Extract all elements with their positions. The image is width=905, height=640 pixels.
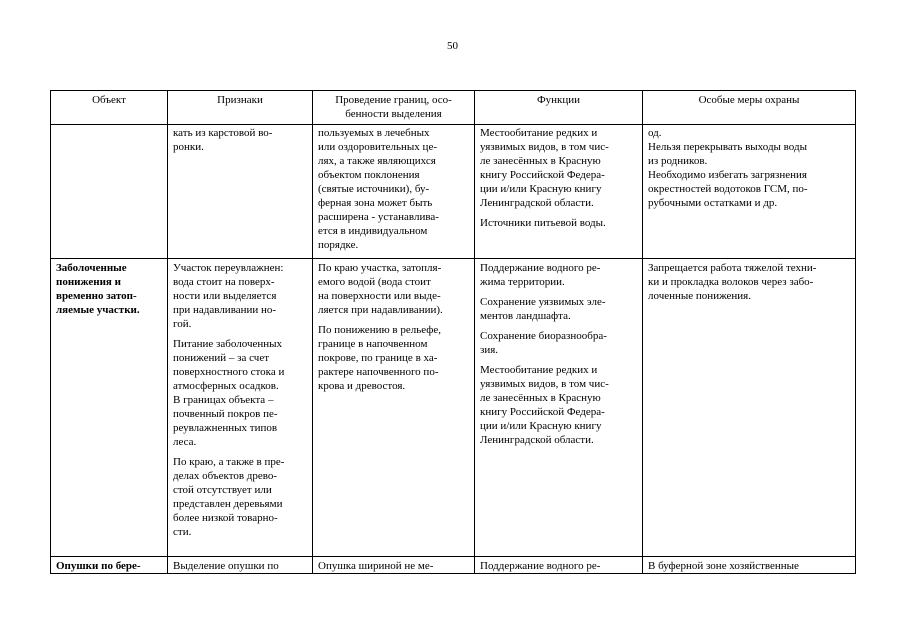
cell-object bbox=[51, 259, 168, 557]
table-row bbox=[51, 125, 856, 259]
object-name: Заболоченные понижения и временно затоп- ляемые участки. bbox=[56, 262, 140, 316]
header-functions: Функции bbox=[475, 91, 643, 125]
cell-boundaries bbox=[313, 557, 475, 574]
cell-signs bbox=[168, 259, 313, 557]
cell-paragraph: Поддержание водного ре- жима территории. bbox=[480, 262, 601, 288]
cell-paragraph: Местообитание редких и уязвимых видов, в том чис- ле занесённых в Красную книгу Российской Федера- ции и/или Красную книгу Ленинградской области. bbox=[480, 364, 609, 446]
cell-functions bbox=[475, 259, 643, 557]
cell-paragraph: Поддержание водного ре- bbox=[480, 560, 601, 572]
cell-functions bbox=[475, 125, 643, 259]
cell-paragraph: Опушка шириной не ме- bbox=[318, 560, 434, 572]
cell-boundaries bbox=[313, 259, 475, 557]
cell-object bbox=[51, 125, 168, 259]
table-header-row bbox=[51, 91, 856, 125]
cell-paragraph: Запрещается работа тяжелой техни- ки и прокладка волоков через забо- лоченные понижения. bbox=[648, 262, 817, 302]
cell-functions bbox=[475, 557, 643, 574]
cell-paragraph: В буферной зоне хозяйственные bbox=[648, 560, 799, 572]
cell-paragraph: Участок переувлажнен: вода стоит на поверх- ности или выделяется при надавливании но- гой. bbox=[173, 262, 284, 330]
header-object: Объект bbox=[51, 91, 168, 125]
cell-measures bbox=[643, 125, 856, 259]
cell-paragraph: Источники питьевой воды. bbox=[480, 217, 606, 229]
cell-paragraph: Сохранение биоразнообра- зия. bbox=[480, 330, 607, 356]
cell-signs bbox=[168, 557, 313, 574]
cell-paragraph: По понижению в рельефе, границе в напочвенном покрове, по границе в ха- рактере напочвенного по- крова и древостоя. bbox=[318, 324, 442, 392]
header-signs: Признаки bbox=[168, 91, 313, 125]
cell-signs bbox=[168, 125, 313, 259]
cell-paragraph: По краю участка, затопля- емого водой (вода стоит на поверхности или выде- ляется при надавливании). bbox=[318, 262, 443, 316]
cell-measures bbox=[643, 557, 856, 574]
table-row bbox=[51, 557, 856, 574]
cell-paragraph: Местообитание редких и уязвимых видов, в том чис- ле занесённых в Красную книгу Российской Федера- ции и/или Красную книгу Ленинградской области. bbox=[480, 127, 609, 209]
page-number: 50 bbox=[447, 40, 458, 52]
header-measures: Особые меры охраны bbox=[643, 91, 856, 125]
cell-paragraph: Питание заболоченных понижений – за счет поверхностного стока и атмосферных осадков. В границах объекта – почвенный покров пе- реувлажненных типов леса. bbox=[173, 338, 285, 448]
cell-boundaries bbox=[313, 125, 475, 259]
cell-paragraph: пользуемых в лечебных или оздоровительных це- лях, а также являющихся объектом поклонения (святые источники), бу- ферная зона может быть расширена - устанавлива- ется в индивидуальном порядке. bbox=[318, 127, 439, 251]
cell-measures bbox=[643, 259, 856, 557]
table-row bbox=[51, 259, 856, 557]
object-name: Опушки по бере- bbox=[56, 560, 141, 572]
protection-table bbox=[50, 90, 856, 574]
cell-paragraph: Выделение опушки по bbox=[173, 560, 279, 572]
cell-paragraph: од. Нельзя перекрывать выходы воды из родников. Необходимо избегать загрязнения окрестностей водотоков ГСМ, по- рубочными остатками и др. bbox=[648, 127, 808, 209]
cell-paragraph: кать из карстовой во- ронки. bbox=[173, 127, 273, 153]
cell-object bbox=[51, 557, 168, 574]
header-boundaries: Проведение границ, осо- бенности выделения bbox=[313, 91, 475, 125]
cell-paragraph: По краю, а также в пре- делах объектов древо- стой отсутствует или представлен деревьями более низкой товарно- сти. bbox=[173, 456, 285, 538]
cell-paragraph: Сохранение уязвимых эле- ментов ландшафта. bbox=[480, 296, 606, 322]
